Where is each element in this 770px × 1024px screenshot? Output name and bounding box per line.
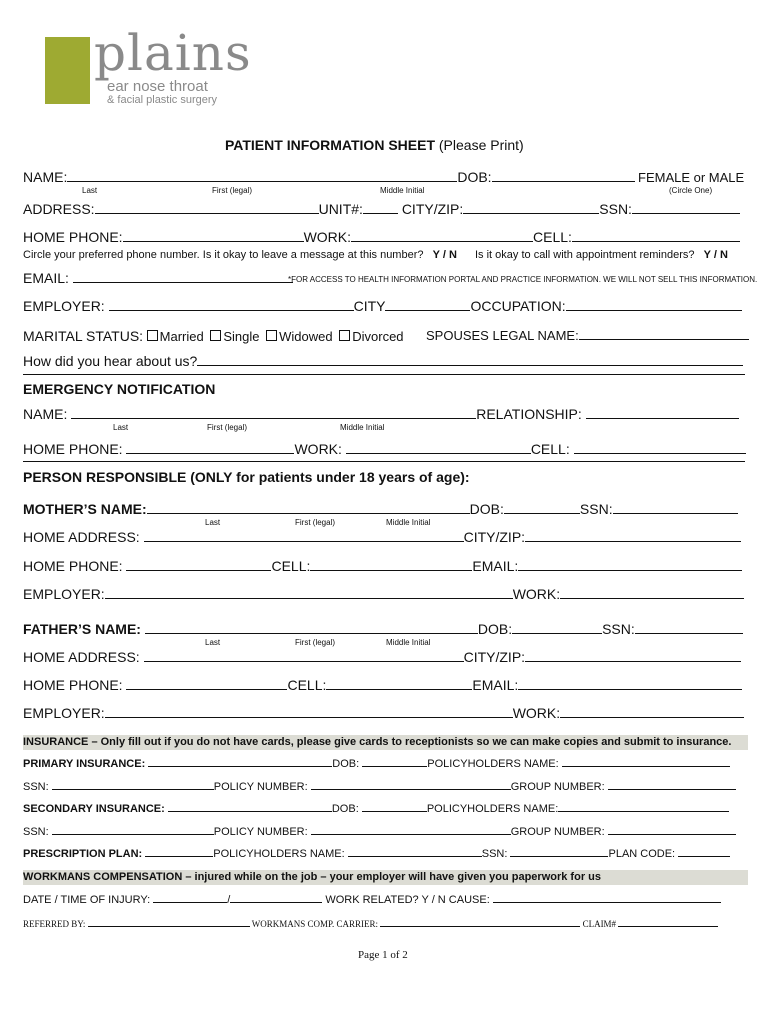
- referral-row[interactable]: REFERRED BY: WORKMANS COMP. CARRIER: CLAIM#: [23, 918, 718, 929]
- primary-ssn-row[interactable]: SSN: POLICY NUMBER: GROUP NUMBER:: [23, 780, 736, 793]
- mother-phone-row[interactable]: HOME PHONE: CELL: EMAIL:: [23, 558, 742, 574]
- logo-mark: [45, 37, 90, 104]
- workmans-banner: WORKMANS COMPENSATION – injured while on the job – your employer will have given you paperwork for us: [23, 871, 601, 883]
- secondary-insurance-row[interactable]: SECONDARY INSURANCE: DOB: POLICYHOLDERS NAME:: [23, 802, 729, 815]
- father-phone-row[interactable]: HOME PHONE: CELL: EMAIL:: [23, 677, 742, 693]
- spouse-field[interactable]: SPOUSES LEGAL NAME:: [426, 328, 749, 343]
- secondary-ssn-row[interactable]: SSN: POLICY NUMBER: GROUP NUMBER:: [23, 825, 736, 838]
- reminders-question: Is it okay to call with appointment reminders? Y / N: [475, 249, 728, 261]
- sub-circle: (Circle One): [669, 186, 713, 195]
- logo-line-1: ear nose throat: [107, 78, 208, 95]
- employer-row[interactable]: EMPLOYER: CITY OCCUPATION:: [23, 298, 742, 314]
- mother-name-row[interactable]: MOTHER’S NAME: DOB: SSN:: [23, 501, 738, 517]
- sub-last: Last: [82, 186, 98, 195]
- referral-source-field[interactable]: How did you hear about us?: [23, 353, 743, 369]
- logo-wordmark: plains: [94, 24, 252, 82]
- prescription-row[interactable]: PRESCRIPTION PLAN: POLICYHOLDERS NAME: SSN: PLAN CODE:: [23, 847, 730, 860]
- insurance-banner: INSURANCE – Only fill out if you do not have cards, please give cards to receptionists so we can make copies and submit to insurance.: [23, 736, 732, 748]
- father-name-row[interactable]: FATHER’S NAME: DOB: SSN:: [23, 621, 743, 637]
- emergency-heading: EMERGENCY NOTIFICATION: [23, 381, 216, 397]
- page-number: Page 1 of 2: [358, 949, 408, 961]
- sex-options[interactable]: FEMALE or MALE: [638, 170, 745, 185]
- patient-name-field[interactable]: NAME: DOB:: [23, 169, 635, 185]
- divorced-checkbox[interactable]: [339, 330, 350, 341]
- address-field[interactable]: ADDRESS: UNIT#: CITY/ZIP: SSN:: [23, 201, 740, 217]
- page-title: PATIENT INFORMATION SHEET (Please Print): [225, 137, 524, 153]
- emergency-phone-row[interactable]: HOME PHONE: WORK: CELL:: [23, 441, 746, 457]
- sub-first: First (legal): [212, 186, 253, 195]
- fa-sub-last: Last: [205, 638, 221, 647]
- reminders-yn[interactable]: Y / N: [703, 249, 728, 261]
- message-yn[interactable]: Y / N: [432, 249, 457, 261]
- emergency-name-row[interactable]: NAME: RELATIONSHIP:: [23, 406, 739, 422]
- injury-row[interactable]: DATE / TIME OF INJURY: / WORK RELATED? Y / N CAUSE:: [23, 893, 721, 906]
- sub-middle: Middle Initial: [380, 186, 425, 195]
- father-address-row[interactable]: HOME ADDRESS: CITY/ZIP:: [23, 649, 741, 665]
- divider: [23, 374, 745, 375]
- single-checkbox[interactable]: [210, 330, 221, 341]
- fa-sub-first: First (legal): [295, 638, 336, 647]
- divider: [23, 461, 745, 462]
- married-checkbox[interactable]: [147, 330, 158, 341]
- email-field[interactable]: EMAIL:: [23, 270, 293, 286]
- em-sub-middle: Middle Initial: [340, 423, 385, 432]
- mother-address-row[interactable]: HOME ADDRESS: CITY/ZIP:: [23, 529, 741, 545]
- marital-status: MARITAL STATUS: Married Single Widowed Divorced: [23, 328, 404, 344]
- mo-sub-first: First (legal): [295, 518, 336, 527]
- em-sub-last: Last: [113, 423, 129, 432]
- phone-row[interactable]: HOME PHONE: WORK: CELL:: [23, 229, 740, 245]
- fa-sub-middle: Middle Initial: [386, 638, 431, 647]
- responsible-heading: PERSON RESPONSIBLE (ONLY for patients under 18 years of age):: [23, 469, 470, 485]
- widowed-checkbox[interactable]: [266, 330, 277, 341]
- mo-sub-middle: Middle Initial: [386, 518, 431, 527]
- email-note: *FOR ACCESS TO HEALTH INFORMATION PORTAL AND PRACTICE INFORMATION. WE WILL NOT SELL THIS INFORMATION.: [288, 275, 758, 284]
- mo-sub-last: Last: [205, 518, 221, 527]
- em-sub-first: First (legal): [207, 423, 248, 432]
- mother-employer-row[interactable]: EMPLOYER: WORK:: [23, 586, 744, 602]
- primary-insurance-row[interactable]: PRIMARY INSURANCE: DOB: POLICYHOLDERS NAME:: [23, 757, 730, 770]
- father-employer-row[interactable]: EMPLOYER: WORK:: [23, 705, 744, 721]
- phone-preference: Circle your preferred phone number. Is it okay to leave a message at this number? Y / N: [23, 249, 457, 261]
- logo-line-2: & facial plastic surgery: [107, 94, 218, 106]
